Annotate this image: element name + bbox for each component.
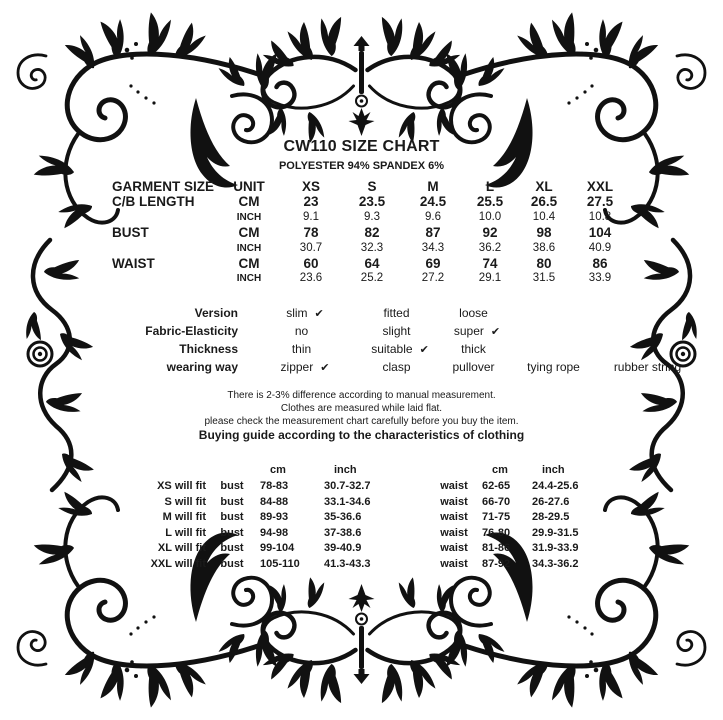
col-header-inch: inch xyxy=(542,464,565,476)
size-label: S will fit xyxy=(164,495,206,508)
bust-cm: 99-104 xyxy=(260,542,295,555)
bust-inch: 39-40.9 xyxy=(324,542,362,555)
option-clasp xyxy=(358,358,442,377)
value-cell: 87 xyxy=(425,225,441,241)
waist-cm: 66-70 xyxy=(482,495,511,508)
col-header-size-l: L xyxy=(485,179,495,194)
option-label: slight xyxy=(382,324,411,338)
check-icon: ✔ xyxy=(314,308,324,320)
size-label: M will fit xyxy=(162,511,206,524)
option-label: thick xyxy=(461,342,486,356)
unit-cell: CM xyxy=(238,225,260,241)
characteristic-label: wearing way xyxy=(166,360,238,374)
col-header-size-xxl: XXL xyxy=(586,179,614,194)
option-pullover xyxy=(442,358,512,377)
row-label: C/B LENGTH xyxy=(112,194,195,210)
value-cell: 78 xyxy=(303,225,319,241)
unit-cell: INCH xyxy=(236,242,262,254)
option-label: thin xyxy=(291,342,312,356)
value-cell: 74 xyxy=(482,255,498,271)
waist-inch: 34.3-36.2 xyxy=(532,557,579,570)
guide-row-xxl xyxy=(140,557,610,573)
table-row-bust-cm xyxy=(112,225,629,240)
size-chart-header-row xyxy=(112,179,629,194)
guide-row-m xyxy=(140,510,610,526)
value-cell: 60 xyxy=(303,255,319,271)
option-label: tying rope xyxy=(527,360,580,374)
row-label: WAIST xyxy=(112,255,155,271)
option-label: loose xyxy=(459,306,488,320)
unit-cell: CM xyxy=(238,255,260,271)
bust-inch: 41.3-43.3 xyxy=(324,557,371,570)
waist-cm: 62-65 xyxy=(482,480,511,492)
value-cell: 25.2 xyxy=(360,272,384,285)
table-row-bust-inch xyxy=(112,241,629,256)
bust-cm: 84-88 xyxy=(260,495,289,508)
value-cell: 32.3 xyxy=(360,241,384,254)
bust-label: bust xyxy=(220,557,244,570)
check-icon: ✔ xyxy=(490,326,501,338)
table-row-cb-length-cm xyxy=(112,194,629,209)
value-cell: 31.5 xyxy=(532,272,556,285)
option-no xyxy=(252,322,358,341)
row-label xyxy=(112,210,217,225)
waist-label: waist xyxy=(440,526,468,539)
value-cell: 23 xyxy=(303,194,319,210)
buying-guide-heading: Buying guide according to the characteristics of clothing xyxy=(198,428,525,442)
value-cell: 64 xyxy=(364,255,380,271)
bust-label: bust xyxy=(220,495,244,508)
col-header-inch: inch xyxy=(334,464,357,476)
table-row-cb-length-inch xyxy=(112,210,629,225)
characteristic-row-wearing-way xyxy=(130,358,700,376)
unit-cell: INCH xyxy=(236,273,262,285)
option-fitted xyxy=(358,304,442,323)
check-icon: ✔ xyxy=(419,344,429,356)
note-line: please check the measurement chart carefully before you buy the item. xyxy=(204,416,519,427)
waist-inch: 28-29.5 xyxy=(532,511,570,524)
value-cell: 27.2 xyxy=(421,272,445,285)
value-cell: 36.2 xyxy=(478,241,502,254)
option-loose xyxy=(442,304,512,323)
option-label: fitted xyxy=(383,306,410,320)
option-label: slim xyxy=(286,306,308,320)
value-cell: 69 xyxy=(425,255,441,271)
value-cell: 30.7 xyxy=(299,241,323,254)
bust-label: bust xyxy=(220,526,244,539)
buying-guide-table xyxy=(140,461,610,573)
note-line: There is 2-3% difference according to manual measurement. xyxy=(227,390,496,401)
bust-cm: 94-98 xyxy=(260,526,289,539)
note-line: Clothes are measured while laid flat. xyxy=(280,403,443,414)
value-cell: 27.5 xyxy=(586,194,614,210)
value-cell: 9.3 xyxy=(364,210,380,223)
value-cell: 24.5 xyxy=(419,194,447,210)
option-super xyxy=(442,322,512,341)
bust-cm: 105-110 xyxy=(260,557,300,570)
option-tying-rope xyxy=(512,358,602,377)
bust-inch: 37-38.6 xyxy=(324,526,362,539)
value-cell: 80 xyxy=(536,255,552,271)
col-header-size-m: M xyxy=(427,179,439,194)
option-slight xyxy=(358,322,442,341)
bust-inch: 35-36.6 xyxy=(324,511,362,524)
empty-cell xyxy=(208,461,256,479)
bust-label: bust xyxy=(220,542,244,555)
waist-label: waist xyxy=(440,511,468,524)
empty-cell xyxy=(430,461,478,479)
value-cell: 10.0 xyxy=(478,210,502,223)
page-title: CW110 SIZE CHART xyxy=(283,138,440,155)
bust-label: bust xyxy=(220,480,244,492)
col-header-cm: cm xyxy=(270,464,286,476)
row-label: BUST xyxy=(112,225,149,241)
waist-inch: 24.4-25.6 xyxy=(532,480,579,492)
value-cell: 9.6 xyxy=(425,210,441,223)
guide-row-xs xyxy=(140,479,610,495)
col-header-cm: cm xyxy=(492,464,508,476)
col-header-size-s: S xyxy=(367,179,377,194)
value-cell: 33.9 xyxy=(588,272,612,285)
characteristic-label: Version xyxy=(194,306,238,320)
size-label: XS will fit xyxy=(157,480,206,492)
waist-inch: 31.9-33.9 xyxy=(532,542,579,555)
table-row-waist-inch xyxy=(112,271,629,286)
option-slim xyxy=(252,304,358,323)
size-label: XL will fit xyxy=(157,542,206,555)
guide-row-xl xyxy=(140,541,610,557)
value-cell: 9.1 xyxy=(303,210,319,223)
measurement-notes xyxy=(0,389,723,428)
value-cell: 26.5 xyxy=(530,194,558,210)
table-row-waist-cm xyxy=(112,256,629,271)
option-label: no xyxy=(294,324,309,338)
waist-cm: 87-92 xyxy=(482,557,511,570)
value-cell: 23.6 xyxy=(299,272,323,285)
characteristic-row-thickness xyxy=(130,340,700,358)
value-cell: 25.5 xyxy=(476,194,504,210)
waist-inch: 29.9-31.5 xyxy=(532,526,579,539)
unit-cell: CM xyxy=(238,194,260,210)
characteristic-row-version xyxy=(130,304,700,322)
value-cell: 10.4 xyxy=(532,210,556,223)
value-cell: 38.6 xyxy=(532,241,556,254)
waist-cm: 71-75 xyxy=(482,511,511,524)
option-suitable xyxy=(358,340,442,359)
bust-inch: 30.7-32.7 xyxy=(324,480,371,492)
value-cell: 29.1 xyxy=(478,272,502,285)
col-header-size-xs: XS xyxy=(301,179,320,194)
value-cell: 34.3 xyxy=(421,241,445,254)
row-label xyxy=(112,271,217,286)
col-header-unit: UNIT xyxy=(233,179,265,194)
waist-inch: 26-27.6 xyxy=(532,495,570,508)
bust-label: bust xyxy=(220,511,244,524)
value-cell: 82 xyxy=(364,225,380,241)
option-zipper xyxy=(252,358,358,377)
value-cell: 98 xyxy=(536,225,552,241)
waist-label: waist xyxy=(440,557,468,570)
size-label: L will fit xyxy=(165,526,206,539)
characteristic-label: Thickness xyxy=(179,342,238,356)
size-chart-table xyxy=(112,179,629,287)
buying-guide-header-row xyxy=(140,461,610,479)
waist-cm: 81-86 xyxy=(482,542,511,555)
col-header-size-xl: XL xyxy=(535,179,553,194)
characteristic-label: Fabric-Elasticity xyxy=(145,324,238,338)
value-cell: 104 xyxy=(588,225,612,241)
waist-label: waist xyxy=(440,542,468,555)
waist-label: waist xyxy=(440,480,468,492)
option-label: clasp xyxy=(382,360,411,374)
option-label: pullover xyxy=(452,360,495,374)
value-cell: 10.8 xyxy=(588,210,612,223)
value-cell: 23.5 xyxy=(358,194,386,210)
unit-cell: INCH xyxy=(236,211,262,223)
fabric-composition: POLYESTER 94% SPANDEX 6% xyxy=(278,160,445,172)
characteristic-row-elasticity xyxy=(130,322,700,340)
value-cell: 92 xyxy=(482,225,498,241)
option-thin xyxy=(252,340,358,359)
empty-cell xyxy=(140,461,208,479)
option-label: suitable xyxy=(371,342,413,356)
characteristics-section xyxy=(130,304,700,376)
row-label xyxy=(112,241,217,256)
bust-cm: 89-93 xyxy=(260,511,289,524)
option-label: super xyxy=(453,324,484,338)
check-icon: ✔ xyxy=(320,362,330,374)
option-label: rubber string xyxy=(613,360,682,374)
waist-label: waist xyxy=(440,495,468,508)
option-thick xyxy=(442,340,512,359)
size-label: XXL will fit xyxy=(150,557,206,570)
value-cell: 40.9 xyxy=(588,241,612,254)
guide-row-s xyxy=(140,495,610,511)
col-header-garment-size: GARMENT SIZE xyxy=(112,179,215,194)
bust-cm: 78-83 xyxy=(260,480,289,492)
bust-inch: 33.1-34.6 xyxy=(324,495,371,508)
guide-row-l xyxy=(140,526,610,542)
value-cell: 86 xyxy=(592,255,608,271)
waist-cm: 76-80 xyxy=(482,526,511,539)
option-rubber-string xyxy=(602,358,700,377)
option-label: zipper xyxy=(280,360,314,374)
